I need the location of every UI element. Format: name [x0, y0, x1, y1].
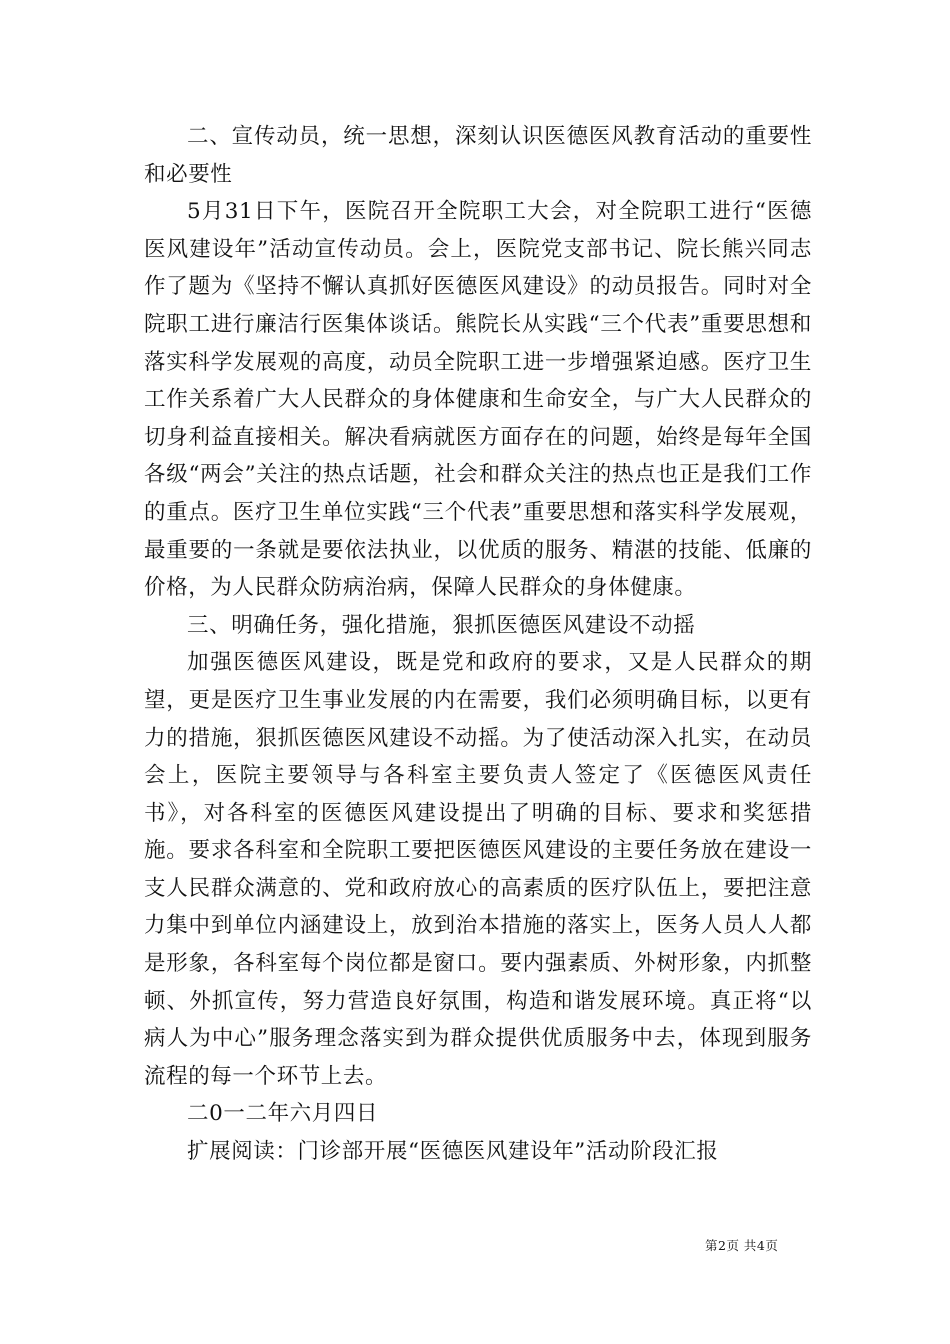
date-line: 二0一二年六月四日	[187, 1101, 379, 1127]
page-number: 第2页 共4页	[705, 1238, 779, 1253]
document-body	[144, 118, 812, 1171]
body-paragraph: 加强医德医风建设，既是党和政府的要求，又是人民群众的期望，更是医疗卫生事业发展的内在需要，我们必须明确目标，以更有力的措施，狠抓医德医风建设不动摇。为了使活动深入扎实，在动员会上，医院主要领导与各科室主要负责人签定了《医德医风责任书》，对各科室的医德医风建设提出了明确的目标、要求和奖惩措施。要求各科室和全院职工要把医德医风建设的主要任务放在建设一支人民群众满意的、党和政府放心的高素质的医疗队伍上，要把注意力集中到单位内涵建设上，放到治本措施的落实上，医务人员人人都是形象，各科室每个岗位都是窗口。要内强素质、外树形象，内抓整顿、外抓宣传，努力营造良好氛围，构造和谐发展环境。真正将“以病人为中心”服务理念落实到为群众提供优质服务中去，体现到服务流程的每一个环节上去。	[144, 650, 812, 1089]
body-paragraph: 5月31日下午，医院召开全院职工大会，对全院职工进行“医德医风建设年”活动宣传动员。会上，医院党支部书记、院长熊兴同志作了题为《坚持不懈认真抓好医德医风建设》的动员报告。同时对全院职工进行廉洁行医集体谈话。熊院长从实践“三个代表”重要思想和落实科学发展观的高度，动员全院职工进一步增强紧迫感。医疗卫生工作关系着广大人民群众的身体健康和生命安全，与广大人民群众的切身利益直接相关。解决看病就医方面存在的问题，始终是每年全国各级“两会”关注的热点话题，社会和群众关注的热点也正是我们工作的重点。医疗卫生单位实践“三个代表”重要思想和落实科学发展观，最重要的一条就是要依法执业，以优质的服务、精湛的技能、低廉的价格，为人民群众防病治病，保障人民群众的身体健康。	[144, 199, 812, 601]
extended-reading-title: 扩展阅读：门诊部开展“医德医风建设年”活动阶段汇报	[187, 1139, 719, 1165]
section-heading-2: 二、宣传动员，统一思想，深刻认识医德医风教育活动的重要性和必要性	[144, 124, 812, 187]
section-heading-3: 三、明确任务，强化措施，狠抓医德医风建设不动摇	[187, 612, 696, 638]
